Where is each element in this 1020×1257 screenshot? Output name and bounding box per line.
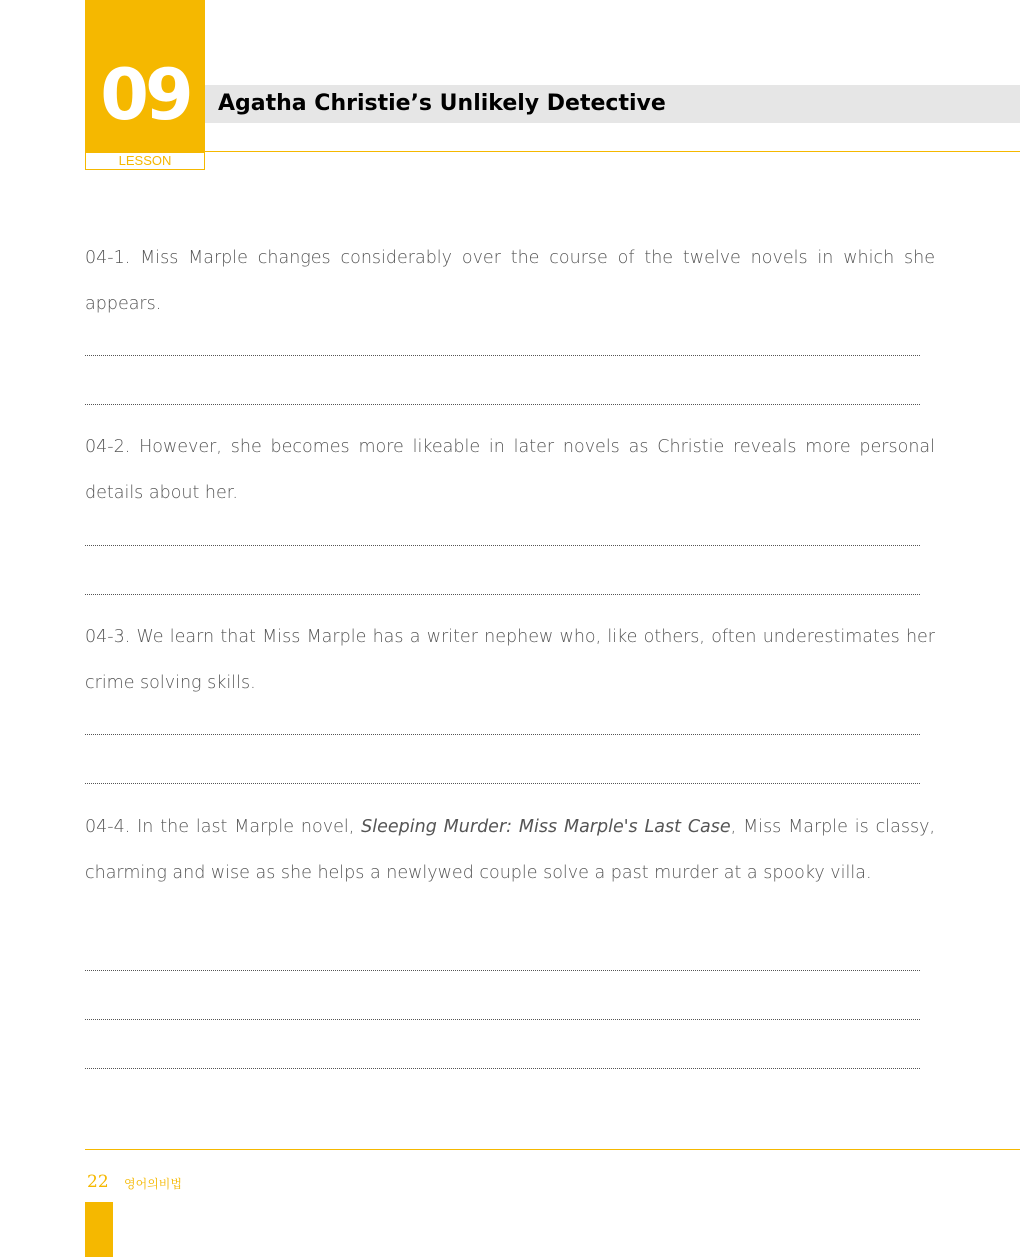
exercise-04-1: 04-1. Miss Marple changes considerably over the course of the twelve novels in which she appears. xyxy=(85,248,935,314)
lesson-label: LESSON xyxy=(85,152,205,170)
answer-line xyxy=(85,1019,920,1020)
answer-line xyxy=(85,355,920,356)
exercise-04-4-rest: , Miss Marple is classy, charming and wise as she helps a newlywed couple solve a past murder at a spooky villa. xyxy=(85,817,936,883)
answer-line xyxy=(85,734,920,735)
answer-line xyxy=(85,970,920,971)
answer-line xyxy=(85,404,920,405)
footer-divider xyxy=(85,1149,1020,1150)
book-name: 영어의비법 xyxy=(124,1177,182,1191)
answer-line xyxy=(85,783,920,784)
page-title: Agatha Christie’s Unlikely Detective xyxy=(218,91,666,116)
exercise-04-4-intro: 04-4. In the last Marple novel, xyxy=(85,817,362,837)
book-title-italic: Sleeping Murder: Miss Marple's Last Case xyxy=(361,817,731,837)
title-divider xyxy=(205,151,1020,152)
exercise-04-4 xyxy=(85,804,935,896)
footer-tab xyxy=(85,1202,113,1257)
answer-line xyxy=(85,545,920,546)
exercise-04-2: 04-2. However, she becomes more likeable in later novels as Christie reveals more personal details about her. xyxy=(85,437,935,503)
lesson-number: 09 xyxy=(100,54,190,136)
exercise-04-3: 04-3. We learn that Miss Marple has a writer nephew who, like others, often underestimates her crime solving skills. xyxy=(85,627,935,693)
answer-line xyxy=(85,1068,920,1069)
page-number: 22 xyxy=(87,1172,109,1192)
answer-line xyxy=(85,594,920,595)
